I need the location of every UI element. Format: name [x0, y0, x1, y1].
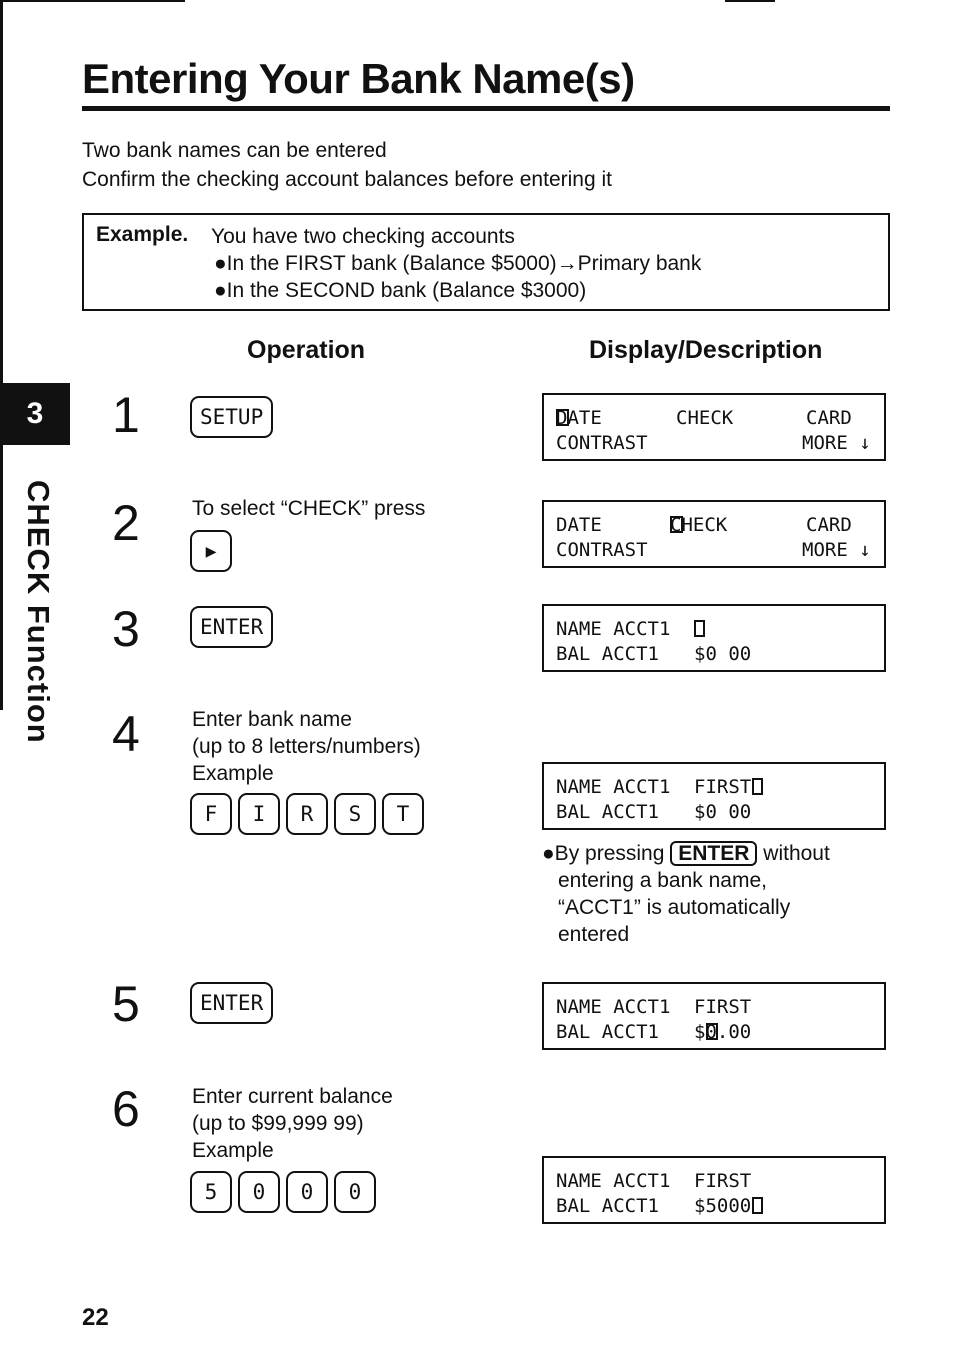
step-number: 3: [112, 601, 140, 657]
lcd-text: CONTRAST: [556, 539, 648, 561]
key-5[interactable]: 5: [190, 1171, 232, 1213]
intro-line: Confirm the checking account balances before entering it: [82, 168, 612, 191]
lcd-text: DATE: [556, 514, 602, 536]
lcd-text: [556, 407, 602, 429]
lcd-text: CHECK: [676, 407, 734, 429]
key-0[interactable]: 0: [238, 1171, 280, 1213]
lcd-text: CARD: [806, 514, 852, 536]
step-number: 6: [112, 1081, 140, 1137]
example-label: Example.: [96, 223, 189, 246]
step-number: 2: [112, 495, 140, 551]
page-number: 22: [82, 1304, 109, 1331]
lcd-text: FIRST: [694, 1170, 752, 1192]
step-text: [192, 1083, 393, 1164]
lcd-text: $5000: [694, 1195, 752, 1217]
lcd-item: CHECK: [670, 514, 728, 536]
page-title: Entering Your Bank Name(s): [82, 55, 635, 102]
key-0[interactable]: 0: [286, 1171, 328, 1213]
key-f[interactable]: F: [190, 793, 232, 835]
lcd-text: FIRST: [694, 996, 752, 1018]
example-line: ●In the FIRST bank (Balance $5000)→Primary bank: [214, 252, 702, 275]
key-0[interactable]: 0: [334, 1171, 376, 1213]
step-number: 5: [112, 976, 140, 1032]
key-t[interactable]: T: [382, 793, 424, 835]
cursor-icon: [752, 1197, 763, 1214]
step-text-line: Example: [192, 1139, 274, 1162]
lcd-text: MORE ↓: [802, 539, 871, 561]
display-heading: Display/Description: [589, 336, 823, 364]
lcd-item: $0.00: [694, 1021, 752, 1043]
top-rule-left: [0, 0, 185, 2]
lcd-text: MORE ↓: [802, 432, 871, 454]
lcd-text: NAME ACCT1: [556, 618, 671, 640]
key-r[interactable]: R: [286, 793, 328, 835]
lcd-display: [542, 1156, 886, 1224]
step-text: [192, 706, 421, 787]
lcd-display: [542, 604, 886, 672]
note-line: entered: [558, 923, 630, 946]
cursor-icon: [752, 778, 763, 795]
lcd-item: DATE: [556, 407, 602, 429]
top-rule-right: [725, 0, 775, 2]
key-s[interactable]: S: [334, 793, 376, 835]
example-line: You have two checking accounts: [211, 225, 515, 248]
chapter-tab: 3: [0, 383, 70, 445]
key-i[interactable]: I: [238, 793, 280, 835]
right-arrow-key[interactable]: ▶: [190, 530, 232, 572]
step-text-line: Enter current balance: [192, 1085, 393, 1108]
intro-line: Two bank names can be entered: [82, 139, 387, 162]
step-text-line: (up to 8 letters/numbers): [192, 735, 421, 758]
example-line: ●In the SECOND bank (Balance $3000): [214, 279, 587, 302]
note-text: without: [763, 842, 830, 865]
lcd-text: BAL ACCT1: [556, 643, 659, 665]
step-text-line: Example: [192, 762, 274, 785]
lcd-text: NAME ACCT1: [556, 1170, 671, 1192]
note-text: ●By pressing: [542, 842, 665, 865]
step-number: 1: [112, 387, 140, 443]
lcd-text: [694, 1021, 751, 1043]
note-line: “ACCT1” is automatically: [558, 896, 791, 919]
step-number: 4: [112, 706, 140, 762]
enter-key[interactable]: ENTER: [190, 982, 273, 1024]
step-text: To select “CHECK” press: [192, 497, 426, 520]
lcd-text: BAL ACCT1: [556, 1021, 659, 1043]
intro-text: [82, 136, 612, 194]
step-note: [542, 840, 830, 948]
enter-key[interactable]: ENTER: [190, 606, 273, 648]
example-lines: [211, 223, 701, 304]
lcd-text: CONTRAST: [556, 432, 648, 454]
example-box: [82, 213, 890, 311]
chapter-side-label: CHECK Function: [21, 480, 56, 744]
lcd-text: $0 00: [694, 801, 752, 823]
left-margin-rule: [0, 0, 3, 710]
step-text-line: Enter bank name: [192, 708, 352, 731]
lcd-text: [670, 514, 727, 536]
step-text-line: (up to $99,999 99): [192, 1112, 364, 1135]
setup-key[interactable]: SETUP: [190, 396, 273, 438]
lcd-text: FIRST: [694, 776, 752, 798]
lcd-text: BAL ACCT1: [556, 801, 659, 823]
lcd-display: [542, 500, 886, 568]
lcd-text: NAME ACCT1: [556, 996, 671, 1018]
note-line: entering a bank name,: [558, 869, 767, 892]
lcd-display: [542, 982, 886, 1050]
lcd-text: BAL ACCT1: [556, 1195, 659, 1217]
enter-key-inline: ENTER: [670, 841, 757, 866]
lcd-display: [542, 762, 886, 830]
title-underline: [82, 106, 890, 111]
lcd-display: [542, 393, 886, 461]
operation-heading: Operation: [247, 336, 366, 364]
lcd-text: $0 00: [694, 643, 752, 665]
lcd-text: CARD: [806, 407, 852, 429]
cursor-icon: [694, 620, 705, 637]
lcd-text: NAME ACCT1: [556, 776, 671, 798]
